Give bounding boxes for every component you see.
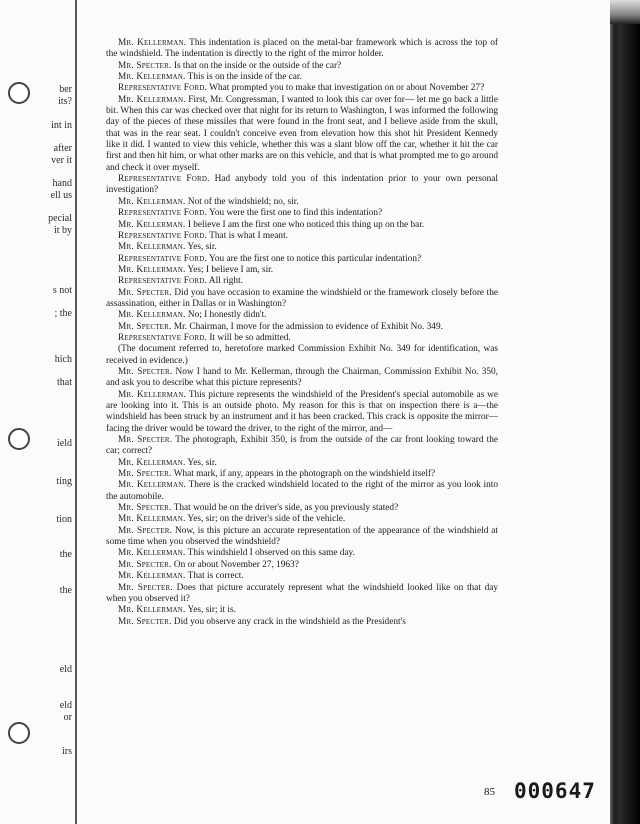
speaker-name: Mr. Specter. [118, 435, 173, 446]
margin-fragment: ver it [51, 155, 72, 166]
margin-fragment: ber [59, 84, 72, 95]
margin-fragment: or [63, 712, 72, 723]
paragraph-text: Now, is this picture an accurate representation of the appearance of the windshield at some time when you observed the windshield? [106, 525, 498, 548]
speaker-name: Mr. Kellerman. [118, 514, 186, 525]
punch-hole-bottom [8, 722, 30, 744]
paragraph-text: That would be on the driver's side, as you previously stated? [171, 503, 399, 514]
paragraph-text: This picture represents the windshield of the President's special automobile as we are looking into it. This is an outside photo. My reason for this is that on inspection there is a—the windshield has been struck by an instrument and it has been cracked. This crack is opposite the mirror— facing the driver would be toward the driver, to the right of the mirror, and— [106, 389, 498, 434]
paragraph-text: Did you observe any crack in the windshield as the President's [171, 616, 406, 627]
paragraph-text: (The document referred to, heretofore marked Commission Exhibit No. 349 for identification, was received in evidence.) [106, 344, 498, 366]
transcript-paragraph [106, 197, 498, 208]
transcript-paragraph [106, 480, 498, 503]
speaker-name: Mr. Kellerman. [118, 38, 187, 48]
speaker-name: Mr. Kellerman. [118, 94, 186, 105]
transcript-paragraph [106, 526, 498, 549]
paragraph-text: I believe I am the first one who noticed this thing up on the bar. [185, 219, 425, 230]
margin-fragment: tion [56, 514, 72, 525]
speaker-name: Representative Ford. [118, 174, 210, 185]
paragraph-text: There is the cracked windshield located to the right of the mirror as you look into the automobile. [106, 480, 498, 502]
transcript-paragraph [106, 333, 498, 344]
transcript-paragraph [106, 231, 498, 242]
transcript-paragraph [106, 83, 498, 94]
margin-fragment: hand [52, 178, 72, 189]
transcript-paragraph [106, 265, 498, 276]
transcript-paragraph [106, 242, 498, 253]
speaker-name: Mr. Specter. [118, 287, 172, 298]
paragraph-text: On or about November 27, 1963? [171, 559, 299, 570]
speaker-name: Mr. Specter. [118, 525, 173, 536]
exhibit-stamp-number: 000647 [514, 779, 596, 803]
paragraph-text: The photograph, Exhibit 350, is from the outside of the car front looking toward the car; correct? [106, 435, 498, 457]
transcript-body [106, 38, 498, 628]
speaker-name: Representative Ford. [118, 230, 208, 241]
speaker-name: Mr. Kellerman. [118, 242, 186, 253]
margin-fragment: after [53, 143, 72, 154]
speaker-name: Representative Ford. [118, 332, 208, 343]
transcript-paragraph [106, 571, 498, 582]
speaker-name: Mr. Kellerman. [118, 264, 186, 275]
speaker-name: Mr. Kellerman. [118, 219, 186, 230]
transcript-paragraph [106, 208, 498, 219]
paragraph-text: What prompted you to make that investigation on or about November 27? [207, 83, 485, 94]
transcript-paragraph [106, 469, 498, 480]
paragraph-text: Yes, sir. [185, 457, 217, 468]
paragraph-text: Yes; I believe I am, sir. [185, 264, 274, 275]
transcript-paragraph [106, 72, 498, 83]
transcript-paragraph [106, 583, 498, 606]
margin-fragment: the [59, 549, 72, 560]
margin-fragment: int in [51, 120, 72, 131]
paragraph-text: This indentation is placed on the metal-bar framework which is across the top of the windshield. The indentation is directly to the right of the mirror holder. [106, 38, 498, 60]
transcript-paragraph [106, 38, 498, 61]
paragraph-text: Not of the windshield; no, sir. [185, 196, 299, 207]
speaker-name: Representative Ford. [118, 276, 208, 287]
margin-fragment: ; the [54, 308, 72, 319]
speaker-name: Mr. Specter. [118, 366, 173, 377]
speaker-name: Mr. Kellerman. [118, 310, 186, 321]
transcript-paragraph [106, 435, 498, 458]
transcript-paragraph [106, 310, 498, 321]
speaker-name: Mr. Specter. [118, 582, 173, 593]
paragraph-text: What mark, if any, appears in the photograph on the windshield itself? [171, 469, 436, 480]
transcript-paragraph [106, 560, 498, 571]
paragraph-text: Did you have occasion to examine the windshield or the framework closely before the assassination, either in Dallas or in Washington? [106, 287, 498, 309]
paragraph-text: Is that on the inside or the outside of the car? [171, 60, 342, 71]
speaker-name: Mr. Kellerman. [118, 605, 186, 616]
margin-fragment: that [57, 377, 72, 388]
paragraph-text: Yes, sir; on the driver's side of the vehicle. [185, 514, 346, 525]
transcript-paragraph [106, 458, 498, 469]
speaker-name: Mr. Specter. [118, 60, 172, 71]
paragraph-text: Had anybody told you of this indentation prior to your own personal investigation? [106, 174, 498, 196]
speaker-name: Mr. Specter. [118, 616, 172, 627]
margin-fragment: ting [56, 476, 72, 487]
margin-fragment: ield [57, 438, 72, 449]
paragraph-text: This is on the inside of the car. [185, 72, 302, 83]
margin-fragment: eld [59, 700, 72, 711]
transcript-paragraph [106, 617, 498, 628]
paragraph-text: Does that picture accurately represent what the windshield looked like on that day when you observed it? [106, 582, 498, 604]
speaker-name: Representative Ford. [118, 83, 208, 94]
transcript-paragraph [106, 344, 498, 367]
margin-fragment: it by [53, 225, 72, 236]
paragraph-text: Now I hand to Mr. Kellerman, through the Chairman, Commission Exhibit No. 350, and ask you to describe what this picture represents? [106, 366, 498, 389]
page-number: 85 [484, 786, 495, 798]
transcript-paragraph [106, 276, 498, 287]
transcript-paragraph [106, 174, 498, 197]
speaker-name: Mr. Kellerman. [118, 72, 186, 83]
margin-fragment: hich [54, 354, 72, 365]
transcript-paragraph [106, 61, 498, 72]
speaker-name: Mr. Kellerman. [118, 480, 186, 491]
paragraph-text: All right. [207, 276, 243, 287]
paragraph-text: Yes, sir; it is. [185, 605, 236, 616]
margin-fragment: its? [58, 96, 72, 107]
margin-fragment: eld [59, 664, 72, 675]
margin-fragment: pecial [48, 213, 72, 224]
paragraph-text: This windshield I observed on this same day. [185, 548, 355, 559]
transcript-paragraph [106, 514, 498, 525]
transcript-paragraph [106, 548, 498, 559]
transcript-paragraph [106, 322, 498, 333]
margin-fragment: ell us [50, 190, 72, 201]
speaker-name: Mr. Specter. [118, 559, 172, 570]
scan-edge-shadow [610, 0, 640, 824]
transcript-paragraph [106, 95, 498, 174]
margin-fragment: the [59, 585, 72, 596]
speaker-name: Representative Ford. [118, 253, 208, 264]
paragraph-text: That is what I meant. [207, 230, 288, 241]
transcript-paragraph [106, 503, 498, 514]
speaker-name: Mr. Specter. [118, 321, 172, 332]
speaker-name: Mr. Kellerman. [118, 389, 187, 400]
speaker-name: Mr. Kellerman. [118, 571, 186, 582]
paragraph-text: You were the first one to find this indentation? [207, 208, 383, 219]
speaker-name: Mr. Kellerman. [118, 457, 186, 468]
paragraph-text: It will be so admitted. [207, 332, 291, 343]
paragraph-text: That is correct. [185, 571, 244, 582]
transcript-paragraph [106, 605, 498, 616]
transcript-paragraph [106, 288, 498, 311]
margin-fragment: s not [52, 285, 72, 296]
speaker-name: Mr. Specter. [118, 503, 172, 514]
page-fold-line [75, 0, 77, 824]
speaker-name: Mr. Kellerman. [118, 548, 186, 559]
transcript-paragraph [106, 254, 498, 265]
speaker-name: Mr. Kellerman. [118, 196, 186, 207]
margin-fragment: irs [62, 746, 72, 757]
speaker-name: Mr. Specter. [118, 469, 172, 480]
paragraph-text: No; I honestly didn't. [185, 310, 267, 321]
scan-edge-top [610, 0, 640, 24]
transcript-paragraph [106, 367, 498, 390]
paragraph-text: Yes, sir. [185, 242, 217, 253]
paragraph-text: First, Mr. Congressman, I wanted to look this car over for— let me go back a little bit. When this car was checked over that night for its return to Washington, I was informed the following day of the pieces of these missiles that were found in the front seat, and I believe aside from the skull, that was in the rear seat. I couldn't conceive even from elevation how this shot hit President Kennedy like it did. I wanted to view this vehicle, whether this was a slant blow off the car, whether it hit the car first and then hit him, or what other marks are on this vehicle, and that is what prompted me to go around and check it over myself. [106, 94, 498, 173]
transcript-paragraph [106, 390, 498, 435]
transcript-paragraph [106, 220, 498, 231]
paragraph-text: You are the first one to notice this particular indentation? [207, 253, 422, 264]
paragraph-text: Mr. Chairman, I move for the admission to evidence of Exhibit No. 349. [171, 321, 443, 332]
speaker-name: Representative Ford. [118, 208, 208, 219]
